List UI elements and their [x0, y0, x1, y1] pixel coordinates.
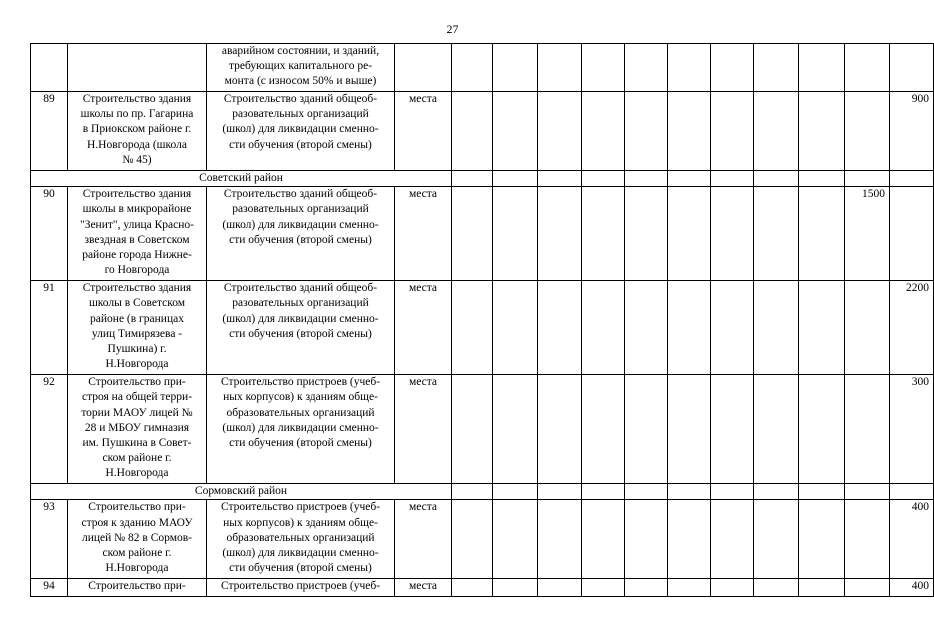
unit-cell: места	[395, 375, 452, 484]
table-row	[31, 44, 934, 92]
page-number: 27	[446, 22, 459, 36]
value-cell: 1500	[845, 187, 890, 281]
object-name-cell: Строительство при- строя к зданию МАОУ лицей № 82 в Сормов- ском районе г. Н.Новгорода	[68, 500, 207, 579]
program-table	[30, 43, 934, 597]
table-row	[31, 579, 934, 597]
description-cell: аварийном состоянии, и зданий, требующих капитального ре- монта (с износом 50% и выше)	[207, 44, 395, 92]
section-title: Сормовский район	[31, 484, 452, 500]
row-number: 90	[31, 187, 68, 281]
description-cell: Строительство пристроев (учеб- ных корпусов) к зданиям обще- образовательных организаций (школ) для ликвидации сменно- сти обучения (второй смены)	[207, 375, 395, 484]
description-cell: Строительство пристроев (учеб- ных корпусов) к зданиям обще- образовательных организаций (школ) для ликвидации сменно- сти обучения (второй смены)	[207, 500, 395, 579]
section-row	[31, 171, 934, 187]
value-cell: 2200	[890, 281, 934, 375]
description-cell: Строительство зданий общеоб- разовательных организаций (школ) для ликвидации сменно- сти обучения (второй смены)	[207, 187, 395, 281]
value-cell: 300	[890, 375, 934, 484]
section-row	[31, 484, 934, 500]
object-name-cell: Строительство при-	[68, 579, 207, 597]
table-row	[31, 375, 934, 484]
unit-cell: места	[395, 92, 452, 171]
unit-cell: места	[395, 500, 452, 579]
object-name-cell: Строительство здания школы в микрорайоне "Зенит", улица Красно- звездная в Советском районе города Нижне- го Новгорода	[68, 187, 207, 281]
section-title: Советский район	[31, 171, 452, 187]
object-name-cell: Строительство здания школы в Советском районе (в границах улиц Тимирязева - Пушкина) г. Н.Новгорода	[68, 281, 207, 375]
row-number: 89	[31, 92, 68, 171]
unit-cell: места	[395, 579, 452, 597]
description-cell: Строительство пристроев (учеб-	[207, 579, 395, 597]
row-number: 93	[31, 500, 68, 579]
object-name-cell: Строительство здания школы по пр. Гагарина в Приокском районе г. Н.Новгорода (школа № 45)	[68, 92, 207, 171]
row-number: 91	[31, 281, 68, 375]
description-cell: Строительство зданий общеоб- разовательных организаций (школ) для ликвидации сменно- сти обучения (второй смены)	[207, 281, 395, 375]
value-cell: 900	[890, 92, 934, 171]
value-cell: 400	[890, 579, 934, 597]
table-row	[31, 500, 934, 579]
table-row	[31, 281, 934, 375]
row-number: 92	[31, 375, 68, 484]
object-name-cell: Строительство при- строя на общей терри- тории МАОУ лицей № 28 и МБОУ гимназия им. Пушкина в Совет- ском районе г. Н.Новгорода	[68, 375, 207, 484]
value-cell: 400	[890, 500, 934, 579]
table-row	[31, 92, 934, 171]
unit-cell: места	[395, 187, 452, 281]
unit-cell: места	[395, 281, 452, 375]
table-row	[31, 187, 934, 281]
description-cell: Строительство зданий общеоб- разовательных организаций (школ) для ликвидации сменно- сти обучения (второй смены)	[207, 92, 395, 171]
row-number: 94	[31, 579, 68, 597]
